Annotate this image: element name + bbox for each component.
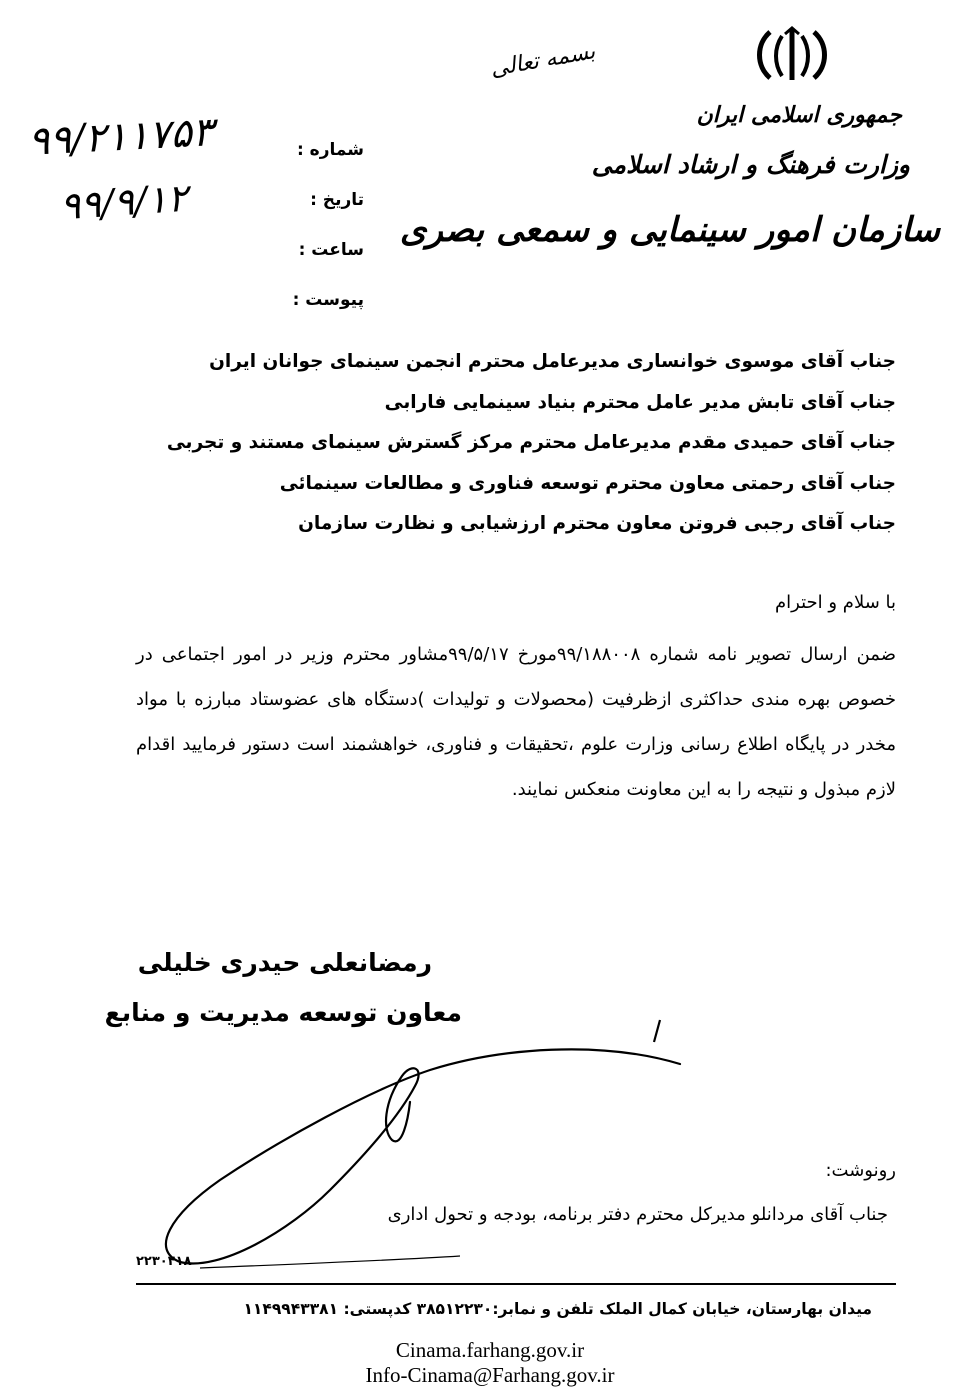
cc-label: رونوشت: <box>825 1160 896 1181</box>
addressee-list <box>116 342 896 545</box>
addressee-line: جناب آقای حمیدی مقدم مدیرعامل محترم مرکز گسترش سینمای مستند و تجربی <box>166 432 896 453</box>
addressee-line: جناب آقای رجبی فروتن معاون محترم ارزشیابی و نظارت سازمان <box>298 513 896 534</box>
greeting: با سلام و احترام <box>775 592 896 613</box>
footer-email: Info-Cinama@Farhang.gov.ir <box>365 1363 615 1387</box>
document-code: ۲۲۳۰۴۱۸ <box>136 1254 192 1269</box>
addressee-line: جناب آقای رحمتی معاون محترم توسعه فناوری و مطالعات سینمائی <box>279 472 896 494</box>
date-label: تاریخ : <box>310 190 364 210</box>
signature-drawing <box>140 1010 700 1280</box>
footer-divider <box>136 1283 896 1285</box>
footer-contact: میدان بهارستان، خیابان کمال الملک تلفن و نمابر:۳۸۵۱۲۲۳۰ کدپستی: ۱۱۴۹۹۴۳۳۸۱ <box>243 1300 872 1318</box>
country-name: جمهوری اسلامی ایران <box>696 102 902 128</box>
signer-name: رمضانعلی حیدری خلیلی <box>137 948 432 977</box>
ministry-name: وزارت فرهنگ و ارشاد اسلامی <box>591 150 910 179</box>
letter-body: ضمن ارسال تصویر نامه شماره ۹۹/۱۸۸۰۰۸مورخ ۹۹/۵/۱۷مشاور محترم وزیر در امور اجتماعی در خصوص بهره مندی حداکثری ازظرفیت (محصولات و تولیدات )دستگاه های عضوستاد مبارزه با مواد مخدر در پایگاه اطلاع رسانی وزارت علوم ،تحقیقات و فناوری، خواهشمند است دستور فرمایید اقدام لازم مبذول و نتیجه را به این معاونت منعکس نمایند. <box>136 644 896 800</box>
footer-web <box>0 1338 980 1388</box>
emblem-icon <box>752 24 832 84</box>
time-label: ساعت : <box>298 240 364 260</box>
number-label: شماره : <box>296 140 364 160</box>
footer-website: Cinama.farhang.gov.ir <box>395 1338 585 1362</box>
addressee-line: جناب آقای تابش مدیر عامل محترم بنیاد سینمایی فارابی <box>384 391 896 413</box>
letter-number-handwritten: ۹۹/۲۱۱۷۵۳ <box>26 109 215 165</box>
signer-title: معاون توسعه مدیریت و منابع <box>104 998 462 1027</box>
addressee-line: جناب آقای موسوی خوانساری مدیرعامل محترم انجمن سینمای جوانان ایران <box>209 351 896 372</box>
organization-name: سازمان امور سینمایی و سمعی بصری <box>399 210 940 250</box>
basmala: بسمه تعالی <box>488 39 598 82</box>
cc-recipient: جناب آقای مردانلو مدیرکل محترم دفتر برنامه، بودجه و تحول اداری <box>387 1204 888 1225</box>
attachment-label: پیوست : <box>292 290 364 310</box>
letter-date-handwritten: ۹۹/۹/۱۲ <box>58 175 190 229</box>
